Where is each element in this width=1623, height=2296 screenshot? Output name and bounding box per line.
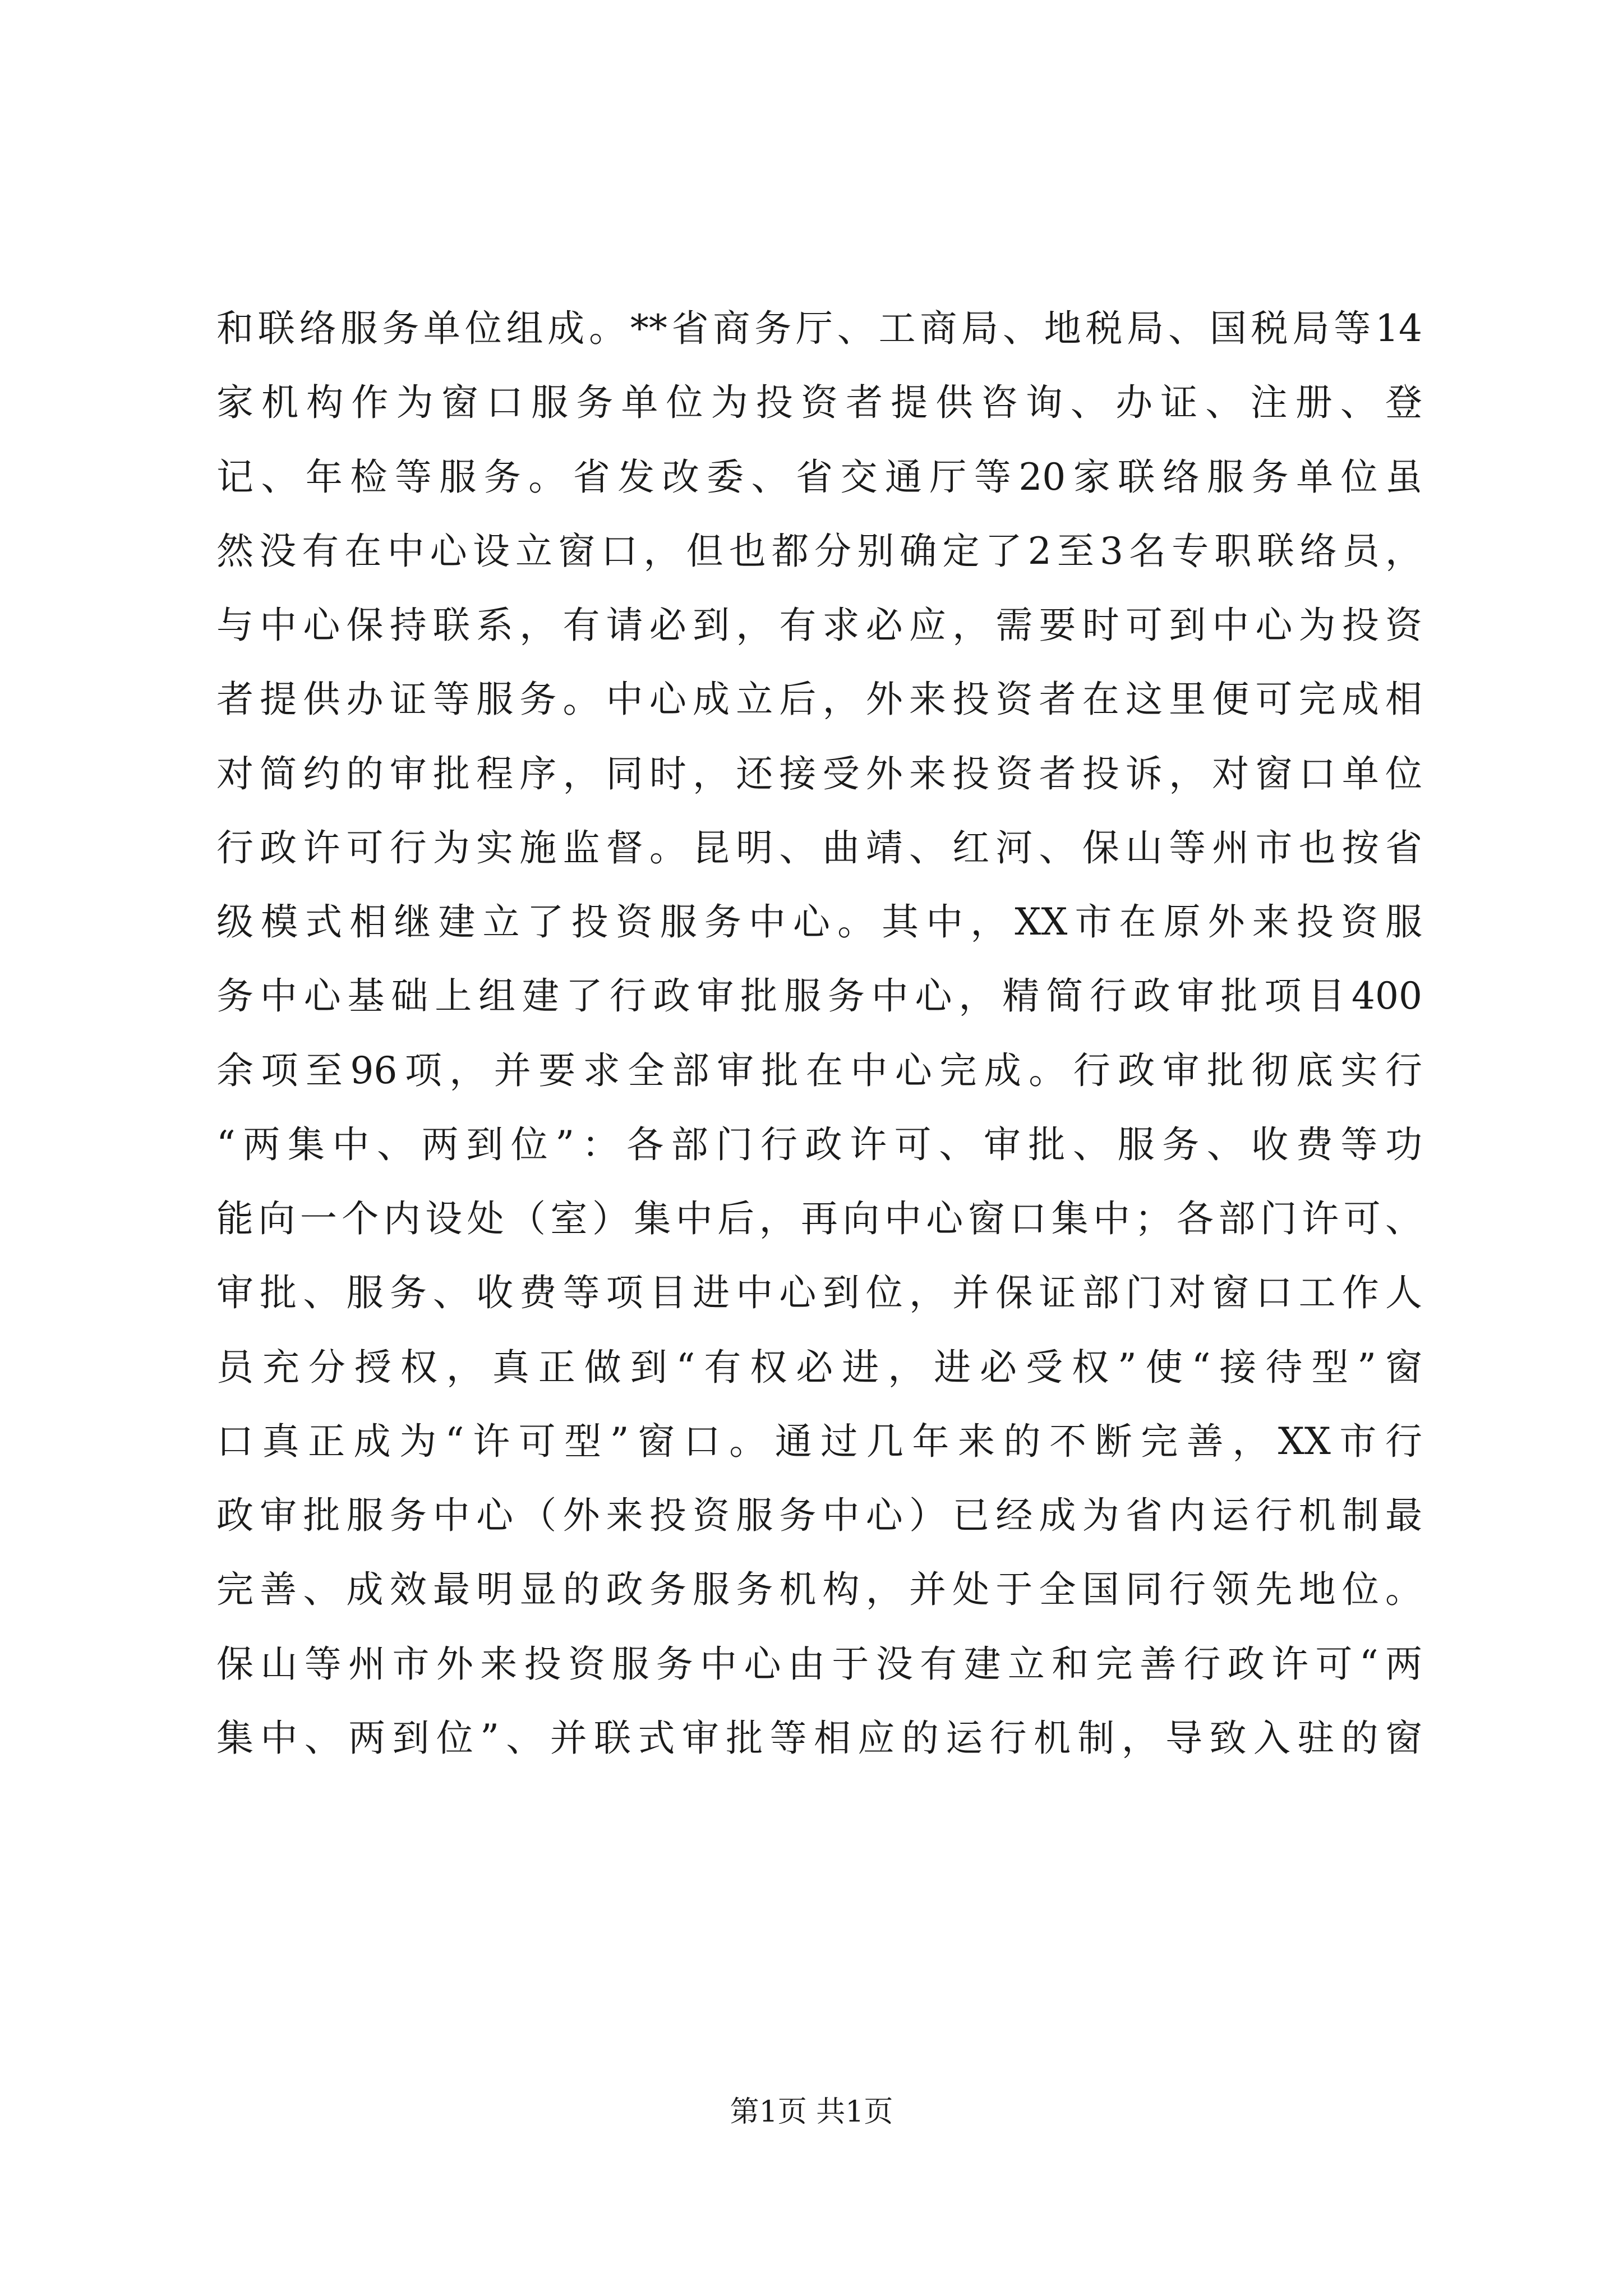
text-line: 对简约的审批程序，同时，还接受外来投资者投诉，对窗口单位 (216, 752, 1422, 795)
text-line: 务中心基础上组建了行政审批服务中心，精简行政审批项目400 (216, 974, 1422, 1018)
text-line: 和联络服务单位组成。**省商务厅、工商局、地税局、国税局等14 (216, 307, 1422, 350)
text-line: 保山等州市外来投资服务中心由于没有建立和完善行政许可“两 (216, 1642, 1422, 1686)
text-line: 与中心保持联系，有请必到，有求必应，需要时可到中心为投资 (216, 604, 1422, 647)
page-footer (0, 2092, 1623, 2132)
text-line: 员充分授权，真正做到“有权必进，进必受权”使“接待型”窗 (216, 1346, 1422, 1389)
text-line: “两集中、两到位”：各部门行政许可、审批、服务、收费等功 (216, 1123, 1422, 1166)
text-line: 行政许可行为实施监督。昆明、曲靖、红河、保山等州市也按省 (216, 826, 1422, 869)
text-line: 余项至96项，并要求全部审批在中心完成。行政审批彻底实行 (216, 1049, 1422, 1092)
text-line: 集中、两到位”、并联式审批等相应的运行机制，导致入驻的窗 (216, 1717, 1422, 1760)
text-line: 然没有在中心设立窗口，但也都分别确定了2至3名专职联络员， (216, 530, 1422, 573)
text-line: 记、年检等服务。省发改委、省交通厅等20家联络服务单位虽 (216, 455, 1422, 499)
text-line: 完善、成效最明显的政务服务机构，并处于全国同行领先地位。 (216, 1568, 1422, 1611)
text-line: 能向一个内设处（室）集中后，再向中心窗口集中；各部门许可、 (216, 1197, 1422, 1240)
text-line: 级模式相继建立了投资服务中心。其中，XX市在原外来投资服 (216, 900, 1422, 944)
text-line: 审批、服务、收费等项目进中心到位，并保证部门对窗口工作人 (216, 1271, 1422, 1314)
text-line: 口真正成为“许可型”窗口。通过几年来的不断完善，XX市行 (216, 1420, 1422, 1463)
text-line: 政审批服务中心（外来投资服务中心）已经成为省内运行机制最 (216, 1494, 1422, 1537)
text-line: 家机构作为窗口服务单位为投资者提供咨询、办证、注册、登 (216, 381, 1422, 424)
text-line: 者提供办证等服务。中心成立后，外来投资者在这里便可完成相 (216, 678, 1422, 721)
page-number-label: 第1页 共1页 (730, 2095, 893, 2129)
